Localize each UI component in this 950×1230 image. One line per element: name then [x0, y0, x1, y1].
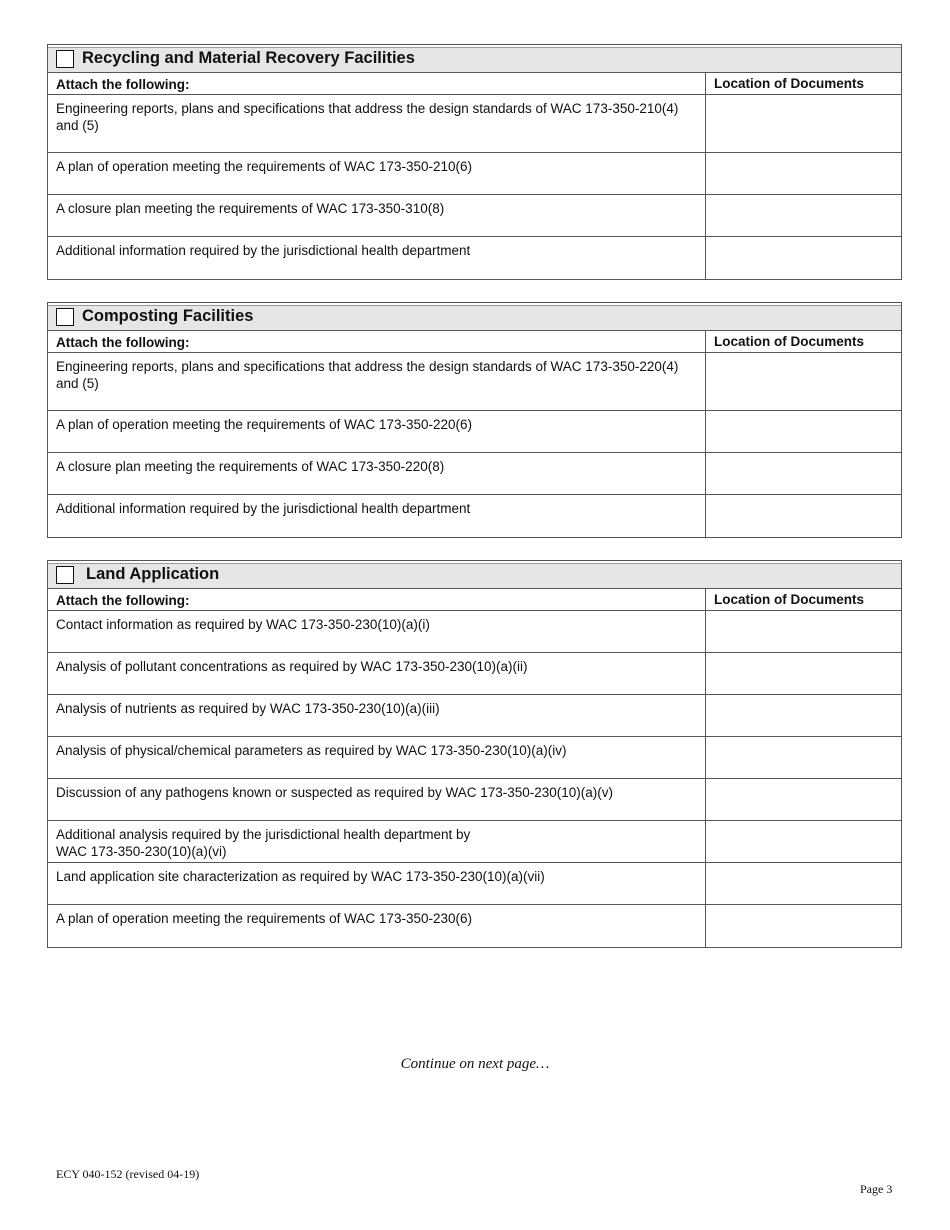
attach-header: Attach the following:	[48, 331, 706, 352]
requirement-text: Land application site characterization as required by WAC 173-350-230(10)(a)(vii)	[48, 863, 706, 904]
requirement-text: A plan of operation meeting the requirements of WAC 173-350-220(6)	[48, 411, 706, 452]
location-input[interactable]	[714, 825, 893, 862]
form-id: ECY 040-152 (revised 04-19)	[56, 1167, 200, 1181]
section-recycling	[47, 44, 902, 280]
location-field[interactable]	[706, 653, 901, 694]
location-field[interactable]	[706, 695, 901, 736]
location-header: Location of Documents	[714, 592, 865, 607]
requirement-text: Additional information required by the jurisdictional health department	[48, 495, 706, 537]
table-row	[48, 453, 901, 495]
location-field[interactable]	[706, 411, 901, 452]
location-input[interactable]	[714, 357, 893, 410]
location-input[interactable]	[714, 867, 893, 904]
location-field[interactable]	[706, 153, 901, 194]
section-checkbox[interactable]	[56, 566, 74, 584]
section-header	[48, 45, 901, 73]
location-input[interactable]	[714, 615, 893, 652]
page-number: Page 3	[860, 1182, 893, 1196]
location-input[interactable]	[714, 909, 893, 947]
location-field[interactable]	[706, 353, 901, 410]
requirement-text: Engineering reports, plans and specifications that address the design standards of WAC 173-350-220(4) and (5)	[48, 353, 706, 410]
continue-note: Continue on next page…	[400, 1056, 550, 1072]
table-row	[48, 411, 901, 453]
location-input[interactable]	[714, 157, 893, 194]
table-row	[48, 237, 901, 279]
table-row	[48, 737, 901, 779]
location-field[interactable]	[706, 779, 901, 820]
column-header-row	[48, 589, 901, 611]
section-title: Recycling and Material Recovery Facilities	[82, 49, 415, 67]
requirement-text: A plan of operation meeting the requirements of WAC 173-350-210(6)	[48, 153, 706, 194]
attach-header: Attach the following:	[48, 73, 706, 94]
location-header: Location of Documents	[714, 334, 865, 349]
table-row	[48, 695, 901, 737]
location-field[interactable]	[706, 195, 901, 236]
location-input[interactable]	[714, 199, 893, 236]
location-input[interactable]	[714, 783, 893, 820]
table-row	[48, 611, 901, 653]
table-row	[48, 495, 901, 537]
location-field[interactable]	[706, 737, 901, 778]
location-input[interactable]	[714, 741, 893, 778]
section-title: Land Application	[86, 565, 220, 583]
location-input[interactable]	[714, 415, 893, 452]
table-row	[48, 195, 901, 237]
location-field[interactable]	[706, 453, 901, 494]
column-header-row	[48, 73, 901, 95]
table-row	[48, 653, 901, 695]
table-row	[48, 779, 901, 821]
requirement-text: A plan of operation meeting the requirements of WAC 173-350-230(6)	[48, 905, 706, 947]
requirement-text: Additional information required by the jurisdictional health department	[48, 237, 706, 279]
location-field[interactable]	[706, 611, 901, 652]
location-input[interactable]	[714, 241, 893, 279]
section-land-application	[47, 560, 902, 948]
section-checkbox[interactable]	[56, 50, 74, 68]
column-header-row	[48, 331, 901, 353]
location-input[interactable]	[714, 99, 893, 152]
section-header	[48, 303, 901, 331]
section-checkbox[interactable]	[56, 308, 74, 326]
requirement-text: Engineering reports, plans and specifications that address the design standards of WAC 173-350-210(4) and (5)	[48, 95, 706, 152]
requirement-text: Analysis of physical/chemical parameters as required by WAC 173-350-230(10)(a)(iv)	[48, 737, 706, 778]
requirement-text: A closure plan meeting the requirements of WAC 173-350-220(8)	[48, 453, 706, 494]
table-row	[48, 153, 901, 195]
location-field[interactable]	[706, 237, 901, 279]
location-field[interactable]	[706, 495, 901, 537]
location-input[interactable]	[714, 499, 893, 537]
table-row	[48, 821, 901, 863]
table-row	[48, 95, 901, 153]
location-field[interactable]	[706, 821, 901, 862]
table-row	[48, 353, 901, 411]
location-field[interactable]	[706, 905, 901, 947]
location-input[interactable]	[714, 457, 893, 494]
table-row	[48, 905, 901, 947]
table-row	[48, 863, 901, 905]
requirement-text: Analysis of nutrients as required by WAC 173-350-230(10)(a)(iii)	[48, 695, 706, 736]
section-header	[48, 561, 901, 589]
location-input[interactable]	[714, 699, 893, 736]
requirement-text: Contact information as required by WAC 173-350-230(10)(a)(i)	[48, 611, 706, 652]
section-title: Composting Facilities	[82, 307, 254, 325]
requirement-text: Additional analysis required by the jurisdictional health department by WAC 173-350-230(10)(a)(vi)	[48, 821, 706, 862]
location-field[interactable]	[706, 95, 901, 152]
location-input[interactable]	[714, 657, 893, 694]
requirement-text: Discussion of any pathogens known or suspected as required by WAC 173-350-230(10)(a)(v)	[48, 779, 706, 820]
location-field[interactable]	[706, 863, 901, 904]
requirement-text: A closure plan meeting the requirements of WAC 173-350-310(8)	[48, 195, 706, 236]
attach-header: Attach the following:	[48, 589, 706, 610]
requirement-text: Analysis of pollutant concentrations as required by WAC 173-350-230(10)(a)(ii)	[48, 653, 706, 694]
section-composting	[47, 302, 902, 538]
location-header: Location of Documents	[714, 76, 865, 91]
